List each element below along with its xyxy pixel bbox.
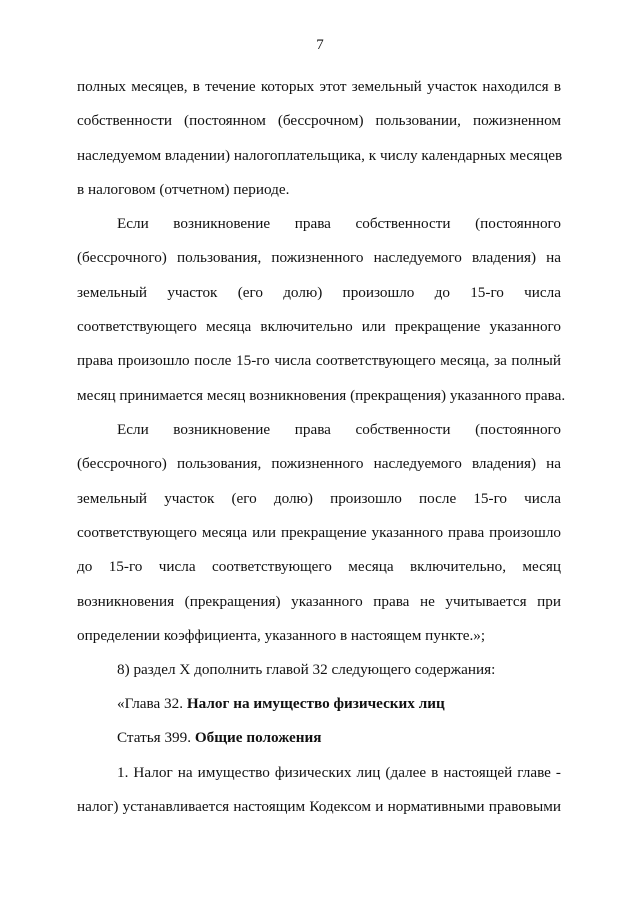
text-line: 1. Налог на имущество физических лиц (далее в настоящей главе -	[117, 764, 561, 781]
text-line: определении коэффициента, указанного в настоящем пункте.»;	[77, 627, 486, 644]
article-heading	[117, 728, 561, 748]
text-line: Если возникновение права собственности (постоянного	[117, 215, 561, 232]
text-line: в налоговом (отчетном) периоде.	[77, 181, 290, 198]
text-line: соответствующего месяца или прекращение указанного права произошло	[77, 524, 561, 541]
text-line: права произошло после 15-го числа соответствующего месяца, за полный	[77, 352, 561, 369]
text-line: (бессрочного) пользования, пожизненного наследуемого владения) на	[77, 249, 561, 266]
text-line: земельный участок (его долю) произошло до 15-го числа	[77, 284, 561, 301]
text-line: до 15-го числа соответствующего месяца включительно, месяц	[77, 558, 561, 575]
text-line: 8) раздел X дополнить главой 32 следующего содержания:	[117, 661, 496, 678]
article-prefix: Статья 399.	[117, 729, 195, 746]
text-line: (бессрочного) пользования, пожизненного наследуемого владения) на	[77, 455, 561, 472]
article-title: Общие положения	[194, 729, 322, 746]
chapter-title: Налог на имущество физических лиц	[186, 695, 445, 712]
text-line: возникновения (прекращения) указанного права не учитывается при	[77, 593, 561, 610]
text-line: месяц принимается месяц возникновения (прекращения) указанного права.	[77, 387, 566, 404]
chapter-heading	[117, 694, 561, 714]
chapter-prefix: «Глава 32.	[117, 695, 187, 712]
text-line: земельный участок (его долю) произошло после 15-го числа	[77, 490, 561, 507]
text-line: налог) устанавливается настоящим Кодексом и нормативными правовыми	[77, 798, 561, 815]
text-line: Если возникновение права собственности (постоянного	[117, 421, 561, 438]
text-line: полных месяцев, в течение которых этот земельный участок находился в	[77, 78, 561, 95]
text-line: наследуемом владении) налогоплательщика, к числу календарных месяцев	[77, 147, 563, 164]
text-line: собственности (постоянном (бессрочном) пользовании, пожизненном	[77, 112, 561, 129]
text-line: соответствующего месяца включительно или прекращение указанного	[77, 318, 561, 335]
page-number: 7	[316, 37, 324, 53]
